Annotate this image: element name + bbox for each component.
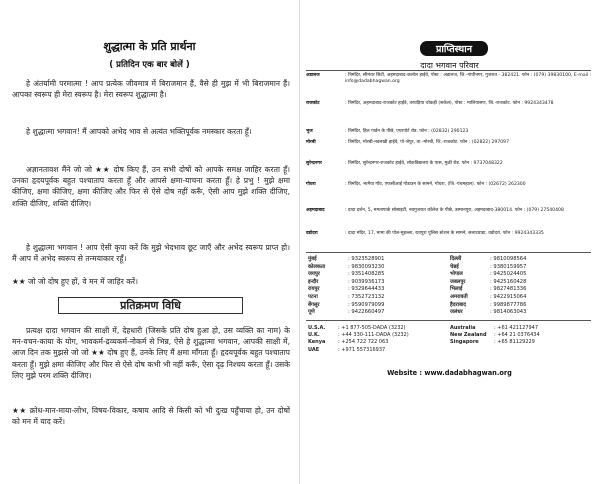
phone-cell: [308, 286, 450, 294]
address-row: [306, 161, 592, 167]
phone-city: चेन्नई: [450, 263, 459, 270]
intl-contacts: [308, 325, 592, 354]
phone-city: जबलपुर: [450, 278, 466, 285]
address-city: गोधरा: [306, 182, 316, 187]
phone-row: [308, 309, 592, 317]
prayer-subtitle: ( प्रतिदिन एक बार बोलें ): [109, 60, 190, 70]
left-page: [0, 0, 299, 484]
address-city: अहमदाबाद: [306, 208, 325, 213]
top-rule: [306, 70, 591, 71]
phone-cell: [450, 294, 592, 302]
intl-cell: [450, 339, 592, 346]
address-city: भुज: [306, 129, 313, 134]
phone-number: : 9351408285: [348, 271, 385, 278]
phone-cell: [308, 294, 450, 302]
phone-number: : 9590979099: [348, 301, 385, 308]
address-city: मोरबी: [306, 140, 316, 145]
prayer-paragraph-1: हे अंतर्यामी परमात्मा ! आप प्रत्येक जीवमात्र में बिराजमान हैं, वैसे ही मुझ में भी बिराजमान हैं। आपका स्वरूप ही मेरा स्वरूप है। मेरा स्वरूप शुद्धात्मा है।: [12, 79, 290, 100]
phone-cell: [308, 309, 450, 317]
address-text: : त्रिमंदिर, मोरबी-नवलखी हाईवे, पो-जेपुर, ता.-मोरबी, जि.-राजकोट. फोन : (02822) 297097: [345, 140, 510, 145]
phone-city: कोलकता: [308, 263, 326, 270]
phone-cell: [308, 302, 450, 310]
intl-country: U.K.: [308, 332, 320, 339]
intl-rule: [306, 320, 591, 321]
phone-number: : 9329644433: [348, 286, 385, 293]
intl-country: Australia: [450, 325, 476, 331]
phone-number: : 9425160428: [490, 278, 527, 285]
intl-row: [308, 339, 592, 346]
phone-number: : 9422660497: [348, 309, 385, 316]
phone-city: भिलाई: [450, 286, 463, 293]
phone-city: इन्दौर: [308, 278, 319, 285]
phone-cell: [450, 309, 592, 317]
intl-number: : +65 81129229: [494, 339, 535, 346]
prayer-note: ★★ जो जो दोष हुए हों, वे मन में जाहिर करें।: [12, 277, 139, 286]
intl-country: Singapore: [450, 339, 479, 346]
phone-number: : 9425024405: [490, 271, 527, 278]
phone-cell: [450, 256, 592, 264]
intl-cell: [450, 332, 592, 339]
phone-number: : 9810098564: [490, 256, 527, 262]
phone-number: : 9380159957: [490, 263, 527, 270]
phone-number: : 9827481336: [490, 286, 527, 293]
website[interactable]: Website : www.dadabhagwan.org: [387, 369, 512, 377]
pratikraman-heading-box: [58, 297, 243, 314]
phone-cell: [450, 286, 592, 294]
phone-cell: [450, 302, 592, 310]
phone-row: [308, 271, 592, 279]
pratikraman-paragraph: प्रत्यक्ष दादा भगवान की साक्षी में, देहधारी (जिसके प्रति दोष हुआ हो, उस व्यक्ति का नाम) के मन-वचन-काया के योग, भावकर्म-द्रव्यकर्म-नोकर्म से भिन्न, ऐसे हे शुद्धात्मा भगवान, आपकी साक्षी में, आज दिन तक मुझसे जो जो ★★ दोष हुए हैं, उनके लिए मैं क्षमा माँगता हूँ। हृदयपूर्वक बहुत पश्चाताप करता हूँ। मुझे क्षमा कीजिए और फिर से ऐसे दोष कभी भी नहीं करूँ, ऐसा दृढ़ निश्चय करता हूँ। उसके लिए मुझे परम शक्ति दीजिए।: [12, 326, 290, 380]
phone-grid: [308, 256, 592, 317]
prayer-title: शुद्धात्मा के प्रति प्रार्थना: [103, 40, 196, 53]
intl-number: : +64 21 0376434: [494, 332, 540, 339]
phone-city: भोपाल: [450, 271, 463, 278]
mid-rule: [306, 252, 591, 253]
phone-cell: [308, 271, 450, 279]
phone-city: बेंगलूर: [308, 301, 320, 308]
intl-cell: [308, 347, 450, 354]
phone-row: [308, 294, 592, 302]
phone-number: : 9039936173: [348, 278, 385, 285]
address-city: अडालज: [306, 73, 320, 78]
intl-cell: [308, 332, 450, 339]
phone-cell: [450, 279, 592, 287]
prayer-paragraph-4: हे शुद्धात्मा भगवान ! आप ऐसी कृपा करें कि मुझे भेदभाव छूट जाएँ और अभेद स्वरूप प्राप्त हो। मैं आप में अभेद स्वरूप से तन्मयाकार रहूँ।: [12, 243, 290, 264]
address-row: [306, 73, 592, 85]
address-row: [306, 140, 592, 146]
intl-country: New Zealand: [450, 332, 487, 339]
prayer-paragraph-2: हे शुद्धात्मा भगवान! मैं आपको अभेद भाव से अत्यंत भक्तिपूर्वक नमस्कार करता हूँ।: [26, 127, 252, 136]
phone-city: जयपुर: [308, 271, 320, 278]
phone-cell: [308, 279, 450, 287]
address-row: [306, 182, 592, 188]
phone-number: : 9422915064: [490, 293, 527, 300]
intl-number: : +1 877-505-DADA (3232): [338, 325, 406, 331]
phone-city: पटना: [308, 293, 318, 300]
pratikraman-note: ★★ क्रोध-मान-माया-लोभ, विषय-विकार, कषाय आदि से किसी को भी दुःख पहुँचाया हो, उन दोषों को मन में याद करें।: [12, 406, 290, 427]
phone-number: : 7352723132: [348, 293, 385, 300]
intl-country: Kenya: [308, 339, 326, 346]
phone-city: मुंबई: [308, 256, 317, 262]
intl-row: [308, 325, 592, 332]
prayer-paragraph-3: अज्ञानतावश मैंने जो जो ★★ दोष किए हैं, उन सभी दोषों को आपके समक्ष जाहिर करता हूँ। उनका हृदयपूर्वक बहुत पश्चाताप करता हूँ और आपसे क्षमा-याचना करता हूँ। हे प्रभु ! मुझे क्षमा कीजिए, क्षमा कीजिए, क्षमा कीजिए और फिर से ऐसे दोष नहीं करूँ, ऐसी आप मुझे शक्ति दीजिए, शक्ति दीजिए, शक्ति दीजिए।: [12, 165, 290, 208]
phone-cell: [308, 264, 450, 272]
intl-number: : +61 421127947: [494, 325, 539, 331]
address-city: सुरेन्द्रनगर: [306, 161, 322, 166]
phone-cell: [450, 264, 592, 272]
address-row: [306, 129, 592, 135]
intl-number: : +971 557316937: [338, 346, 386, 353]
address-text: : त्रिमंदिर, अहमदाबाद-राजकोट हाईवे, तरघड़िया चोकड़ी (सर्कल), पोस्ट : मालियासण, जि.-राजकोट. फोन : 9924343478: [345, 101, 554, 106]
address-row: [306, 231, 592, 237]
phone-row: [308, 286, 592, 294]
intl-row: [308, 332, 592, 339]
phone-number: : 9830093230: [348, 263, 385, 270]
phone-city: पूणे: [308, 309, 315, 316]
phone-city: हैदराबाद: [450, 301, 467, 308]
phone-row: [308, 256, 592, 264]
address-text: : त्रिमंदिर, सुरेन्द्रनगर-राजकोट हाईवे, लोकविद्यालय के पास, मुळी रोड. फोन : 9737048322: [345, 161, 503, 166]
phone-city: जलंधर: [450, 309, 463, 316]
phone-number: : 9989877786: [490, 301, 527, 308]
phone-city: दिल्ली: [450, 256, 462, 262]
phone-cell: [308, 256, 450, 264]
address-text: : दादा दर्शन, 5, ममतापार्क सोसाइटी, नवगुजरात कॉलेज के पीछे, उस्मानपुरा, अहमदाबाद-380014. फोन : (079) 27540408: [345, 208, 564, 213]
intl-number: : +44 330-111-DADA (3232): [338, 332, 409, 339]
phone-cell: [450, 271, 592, 279]
intl-cell: [308, 325, 450, 332]
intl-row: [308, 347, 592, 354]
phone-number: : 9814063043: [490, 309, 527, 316]
phone-number: : 9323528901: [348, 256, 385, 262]
availability-title: प्राप्तिस्थान: [436, 44, 472, 55]
address-text: : त्रिमंदिर, हिल गार्डन के पीछे, एयरपोर्ट रोड. फोन : (02832) 290123: [345, 129, 469, 134]
org-name: दादा भगवान परिवार: [420, 61, 479, 70]
right-page: [300, 0, 599, 484]
intl-country: U.S.A.: [308, 325, 326, 331]
address-text: : त्रिमंदिर, भामैया गाँव, एफसीआई गोडाउन के सामने, गोधरा, (जि.-पंचमहाल). फोन : (02672) 262300: [345, 182, 526, 187]
intl-country: UAE: [308, 346, 320, 353]
address-text: : दादा मंदिर, 17, मामा की पोल-मुहल्ला, रावपुरा पुलिस स्टेशन के सामने, सलाटवाडा, वडोदरा. फोन : 9924343335: [345, 231, 544, 236]
address-city: राजकोट: [306, 101, 320, 106]
intl-cell: [308, 339, 450, 346]
intl-number: : +254 722 722 063: [338, 339, 389, 346]
phone-city: रायपुर: [308, 286, 320, 293]
availability-pill: [420, 41, 488, 56]
pratikraman-heading: प्रतिक्रमण विधि: [120, 299, 181, 312]
address-row: [306, 208, 592, 214]
address-row: [306, 101, 592, 107]
address-city: वडोदरा: [306, 231, 318, 236]
address-text: : त्रिमंदिर, सीमंधर सिटी, अहमदाबाद-कलोल हाईवे, पोस्ट : अडालज, जि.-गांधीनगर, गुजरात - 382421. फोन : (079) 39830100, E-mail : info@dadabhagwan.org: [345, 73, 592, 85]
phone-city: अमरावती: [450, 293, 468, 300]
intl-cell: [450, 325, 592, 332]
